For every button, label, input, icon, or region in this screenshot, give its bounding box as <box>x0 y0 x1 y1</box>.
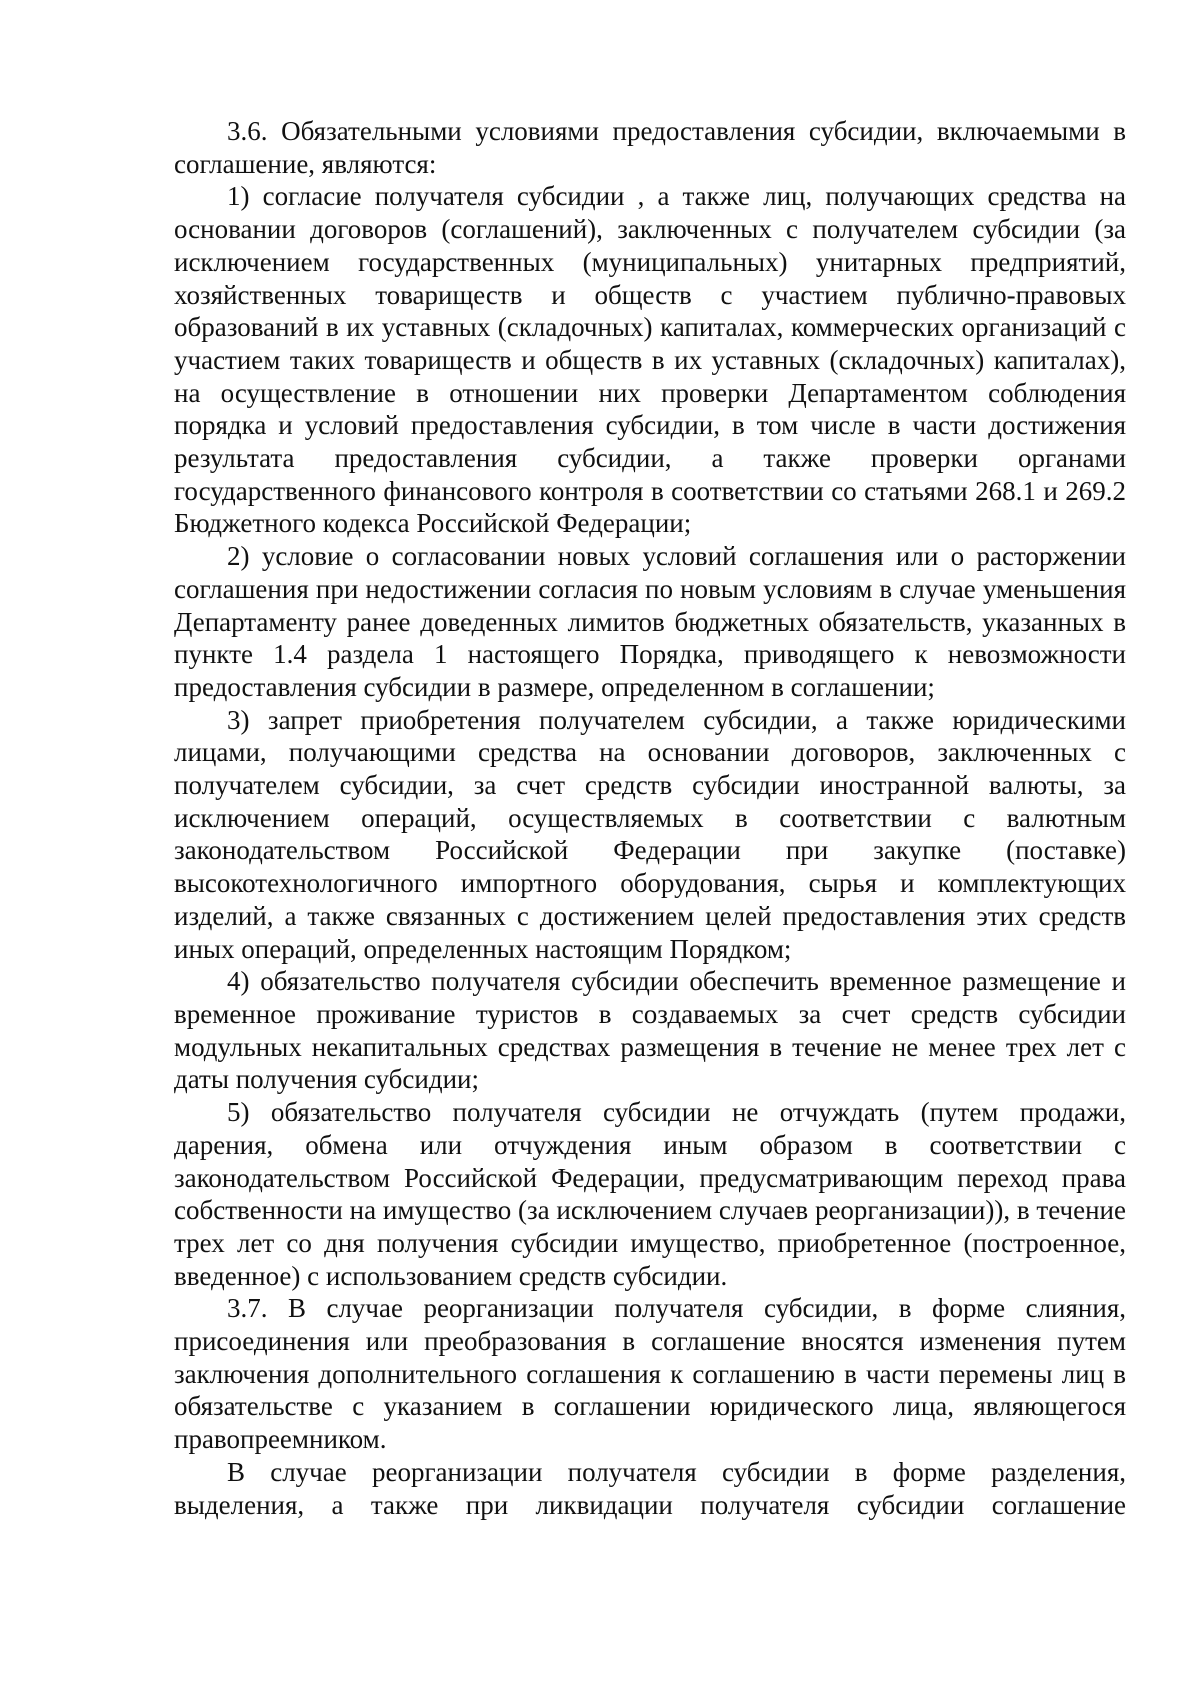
paragraph-3-7: 3.7. В случае реорганизации получателя субсидии, в форме слияния, присоединения или преобразования в соглашение вносятся изменения путем заключения дополнительного соглашения к соглашению в части перемены лиц в обязательстве с указанием в соглашении юридического лица, являющегося правопреемником. <box>174 1293 1126 1455</box>
paragraph-item-1: 1) согласие получателя субсидии , а также лиц, получающих средства на основании договоров (соглашений), заключенных с получателем субсидии (за исключением государственных (муниципальных) унитарных предприятий, хозяйственных товариществ и обществ с участием публично-правовых образований в их уставных (складочных) капиталах, коммерческих организаций с участием таких товариществ и обществ в их уставных (складочных) капиталах), на осуществление в отношении них проверки Департаментом соблюдения порядка и условий предоставления субсидии, в том числе в части достижения результата предоставления субсидии, а также проверки органами государственного финансового контроля в соответствии со статьями 268.1 и 269.2 Бюджетного кодекса Российской Федерации; <box>174 181 1126 539</box>
paragraph-item-4: 4) обязательство получателя субсидии обеспечить временное размещение и временное проживание туристов в создаваемых за счет средств субсидии модульных некапитальных средствах размещения в течение не менее трех лет с даты получения субсидии; <box>174 966 1126 1095</box>
paragraph-reorganization: В случае реорганизации получателя субсидии в форме разделения, выделения, а также при ликвидации получателя субсидии соглашение <box>174 1456 1126 1520</box>
paragraph-3-6: 3.6. Обязательными условиями предоставления субсидии, включаемыми в соглашение, являются: <box>174 116 1126 179</box>
paragraph-item-5: 5) обязательство получателя субсидии не отчуждать (путем продажи, дарения, обмена или отчуждения иным образом в соответствии с законодательством Российской Федерации, предусматривающим переход права собственности на имущество (за исключением случаев реорганизации)), в течение трех лет со дня получения субсидии имущество, приобретенное (построенное, введенное) с использованием средств субсидии. <box>174 1097 1126 1291</box>
paragraph-item-2: 2) условие о согласовании новых условий соглашения или о расторжении соглашения при недостижении согласия по новым условиям в случае уменьшения Департаменту ранее доведенных лимитов бюджетных обязательств, указанных в пункте 1.4 раздела 1 настоящего Порядка, приводящего к невозможности предоставления субсидии в размере, определенном в соглашении; <box>174 541 1126 702</box>
paragraph-item-3: 3) запрет приобретения получателем субсидии, а также юридическими лицами, получающими средства на основании договоров, заключенных с получателем субсидии, за счет средств субсидии иностранной валюты, за исключением операций, осуществляемых в соответствии с валютным законодательством Российской Федерации при закупке (поставке) высокотехнологичного импортного оборудования, сырья и комплектующих изделий, а также связанных с достижением целей предоставления этих средств иных операций, определенных настоящим Порядком; <box>174 704 1126 964</box>
document-body <box>174 115 1126 1521</box>
